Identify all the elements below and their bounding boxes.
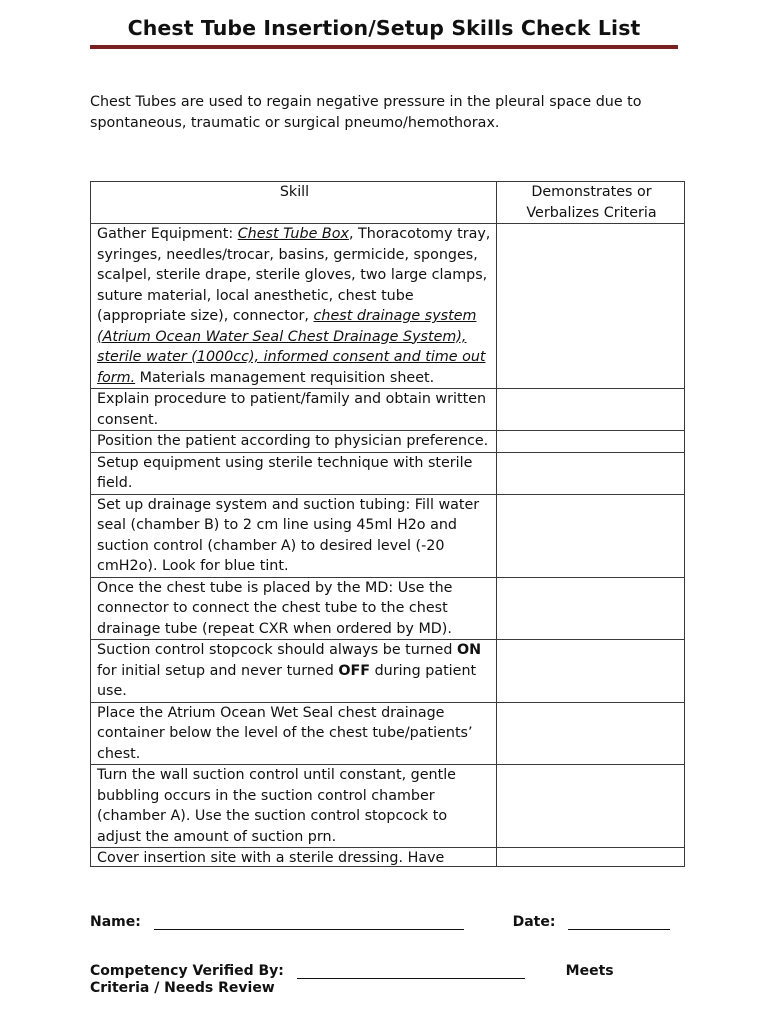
table-header-row [91,182,685,224]
skill-text: during patient use. [97,662,477,699]
criteria-cell[interactable] [497,848,685,867]
criteria-cell[interactable] [497,452,685,494]
skill-cell: Once the chest tube is placed by the MD: Use the connector to connect the chest tube to the chest drainage tube (repeat CXR when ordered by MD). [91,577,497,640]
skill-text-bold: ON [456,642,482,658]
skill-cell: Position the patient according to physician preference. [91,431,497,453]
criteria-cell[interactable] [497,224,685,389]
skill-cell: Place the Atrium Ocean Wet Seal chest drainage container below the level of the chest tube/patients’ chest. [91,702,497,765]
date-label: Date: [512,914,556,930]
table-row [91,848,685,867]
table-row [91,640,685,703]
verified-row [90,963,614,979]
header-demonstrates: Demonstrates or Verbalizes Criteria [497,182,685,224]
header-skill: Skill [91,182,497,224]
table-row [91,389,685,431]
name-field[interactable] [154,915,464,930]
skill-text-emphasis: Chest Tube Box [237,226,349,242]
skill-cell-truncated [91,848,497,867]
meets-label: Meets [565,963,614,979]
skill-text: Gather Equipment: [97,226,238,242]
skill-cell: Set up drainage system and suction tubing: Fill water seal (chamber B) to 2 cm line using 45ml H2o and suction control (chamber A) to desired level (-20 cmH2o). Look for blue tint. [91,494,497,577]
verified-by-field[interactable] [297,964,525,979]
skill-gather-equipment [91,224,497,389]
skills-checklist-table [90,181,685,867]
criteria-cell[interactable] [497,765,685,848]
table-row [91,494,685,577]
criteria-cell[interactable] [497,389,685,431]
criteria-review-label: Criteria / Needs Review [90,980,275,996]
intro-paragraph: Chest Tubes are used to regain negative pressure in the pleural space due to spontaneous, traumatic or surgical pneumo/hemothorax. [90,94,642,131]
table-row [91,702,685,765]
criteria-cell[interactable] [497,431,685,453]
skill-cell: Setup equipment using sterile technique with sterile field. [91,452,497,494]
table-row [91,765,685,848]
criteria-cell[interactable] [497,577,685,640]
skill-text: for initial setup and never turned [97,662,339,679]
skill-text: Materials management requisition sheet. [135,369,435,386]
skill-suction-stopcock [91,640,497,703]
skill-cell: Turn the wall suction control until constant, gentle bubbling occurs in the suction control chamber (chamber A). Use the suction control stopcock to adjust the amount of suction prn. [91,765,497,848]
name-label: Name: [90,914,141,930]
table-row [91,224,685,389]
skill-cell: Explain procedure to patient/family and obtain written consent. [91,389,497,431]
skill-text-emphasis: chest drainage system (Atrium Ocean Water Seal Chest Drainage System), sterile water (1000cc), informed consent and time out form. [97,308,486,386]
table-row [91,577,685,640]
title-divider [90,45,678,49]
skill-text: , Thoracotomy tray, syringes, needles/trocar, basins, germicide, sponges, scalpel, sterile drape, sterile gloves, two large clamps, suture material, local anesthetic, chest tube (appropriate size), connector, [97,226,491,324]
skill-text: Suction control stopcock should always be turned [97,642,457,658]
table-row [91,431,685,453]
table-row [91,452,685,494]
page-title: Chest Tube Insertion/Setup Skills Check List [127,16,641,40]
verified-label: Competency Verified By: [90,963,284,979]
criteria-cell[interactable] [497,494,685,577]
criteria-cell[interactable] [497,702,685,765]
skill-text-bold: OFF [338,662,371,679]
skill-text: Cover insertion site with a sterile dressing. Have [97,850,445,866]
criteria-cell[interactable] [497,640,685,703]
name-row [90,914,670,930]
date-field[interactable] [568,915,670,930]
